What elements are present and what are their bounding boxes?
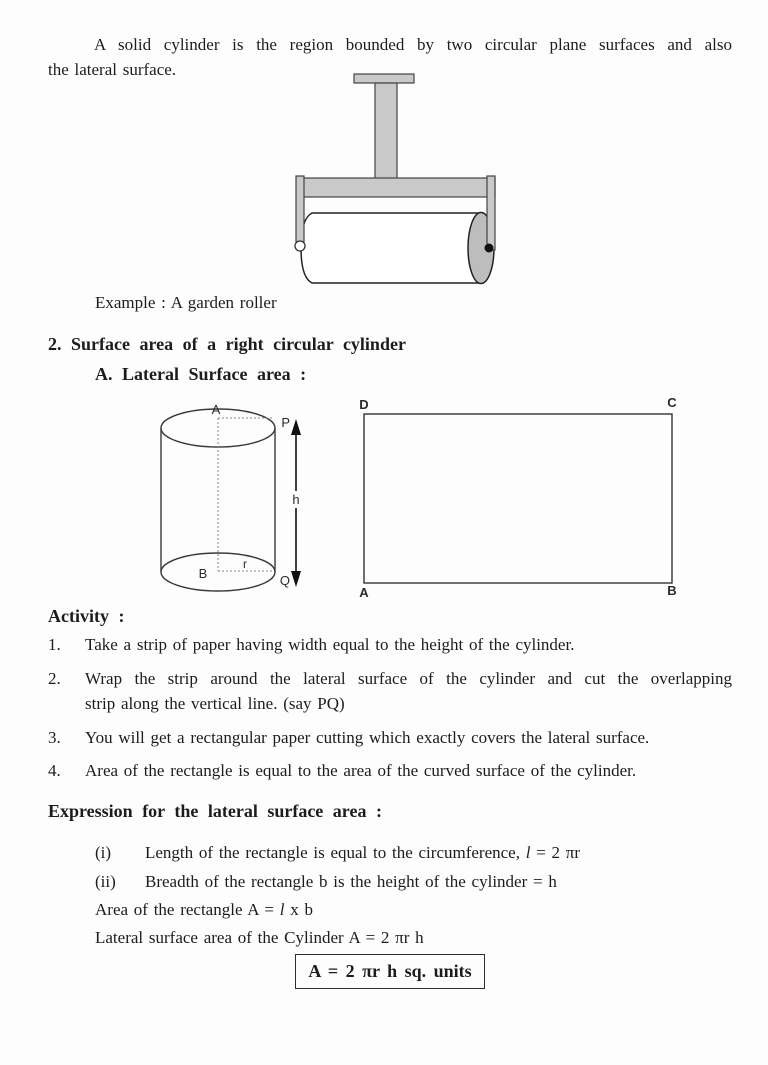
rect-label-b: B xyxy=(667,583,677,598)
activity-item-1-text: Take a strip of paper having width equal to the height of the cylinder. xyxy=(85,635,575,654)
expression-item-ii xyxy=(95,869,732,894)
roller-left-arm xyxy=(296,176,304,242)
expression-item-i-formula: = 2 πr xyxy=(530,843,581,862)
roller-frame-bar xyxy=(298,178,495,197)
activity-item-2 xyxy=(48,666,732,716)
activity-title: Activity : xyxy=(48,606,125,626)
roller-drum-body xyxy=(301,213,479,283)
rectangle-figure xyxy=(359,395,677,600)
activity-item-1 xyxy=(48,632,732,657)
garden-roller-illustration xyxy=(280,70,520,295)
section-heading: 2. Surface area of a right circular cylinder xyxy=(48,334,406,354)
activity-item-4 xyxy=(48,758,732,783)
activity-item-1-number: 1. xyxy=(48,635,61,654)
rectangle-outline xyxy=(364,414,672,583)
intro-line-2: the lateral surface. xyxy=(48,60,177,79)
rect-label-a: A xyxy=(359,585,369,600)
activity-item-2-line-2: strip along the vertical line. (say PQ) xyxy=(85,694,345,713)
section-subheading: A. Lateral Surface area : xyxy=(95,364,307,384)
label-q: Q xyxy=(279,573,290,588)
expression-item-i-text xyxy=(145,840,580,865)
cylinder-label-b: B xyxy=(198,566,208,581)
activity-item-2-line-1: Wrap the strip around the lateral surface of the cylinder and cut the overlapping xyxy=(85,669,732,688)
expression-item-i xyxy=(95,840,732,865)
cylinder-figure xyxy=(161,402,275,591)
expression-item-ii-text: Breadth of the rectangle b is the height of the cylinder = h xyxy=(145,872,557,891)
activity-item-3-number: 3. xyxy=(48,728,61,747)
area-line-suffix: x b xyxy=(284,900,313,919)
intro-line-1: A solid cylinder is the region bounded by two circular plane surfaces and also xyxy=(94,35,732,54)
roller-handle-shaft xyxy=(375,83,397,180)
expression-item-i-number: (i) xyxy=(95,843,112,862)
cylinder-label-a: A xyxy=(211,402,221,417)
activity-item-4-number: 4. xyxy=(48,761,61,780)
activity-item-3 xyxy=(48,725,732,750)
length-variable-2: l xyxy=(279,900,285,919)
activity-item-4-text: Area of the rectangle is equal to the area of the curved surface of the cylinder. xyxy=(85,761,637,780)
lateral-surface-area-line: Lateral surface area of the Cylinder A = 2 πr h xyxy=(95,928,424,947)
arrow-up-icon xyxy=(291,419,301,435)
lateral-area-formula-box: A = 2 πr h sq. units xyxy=(295,954,485,989)
rect-label-d: D xyxy=(359,397,369,412)
roller-right-axle xyxy=(485,244,494,253)
arrow-down-icon xyxy=(291,571,301,587)
figure1-caption: Example : A garden roller xyxy=(95,293,277,312)
area-line-prefix: Area of the rectangle A = xyxy=(95,900,280,919)
activity-item-2-number: 2. xyxy=(48,669,61,688)
roller-right-arm xyxy=(487,176,495,250)
length-variable: l xyxy=(525,843,531,862)
label-p: P xyxy=(281,415,290,430)
roller-handle-cap xyxy=(354,74,414,83)
cylinder-label-h: h xyxy=(292,492,300,507)
cylinder-label-r: r xyxy=(243,557,247,571)
expression-item-i-prefix: Length of the rectangle is equal to the circumference, xyxy=(145,843,526,862)
rect-label-c: C xyxy=(667,395,677,410)
roller-left-axle xyxy=(295,241,305,251)
expression-title: Expression for the lateral surface area : xyxy=(48,801,382,821)
activity-item-3-text: You will get a rectangular paper cutting which exactly covers the lateral surface. xyxy=(85,728,650,747)
expression-item-ii-number: (ii) xyxy=(95,872,116,891)
height-dimension xyxy=(280,415,304,588)
cylinder-net-diagram xyxy=(140,393,740,608)
area-of-rectangle-line xyxy=(95,897,732,922)
